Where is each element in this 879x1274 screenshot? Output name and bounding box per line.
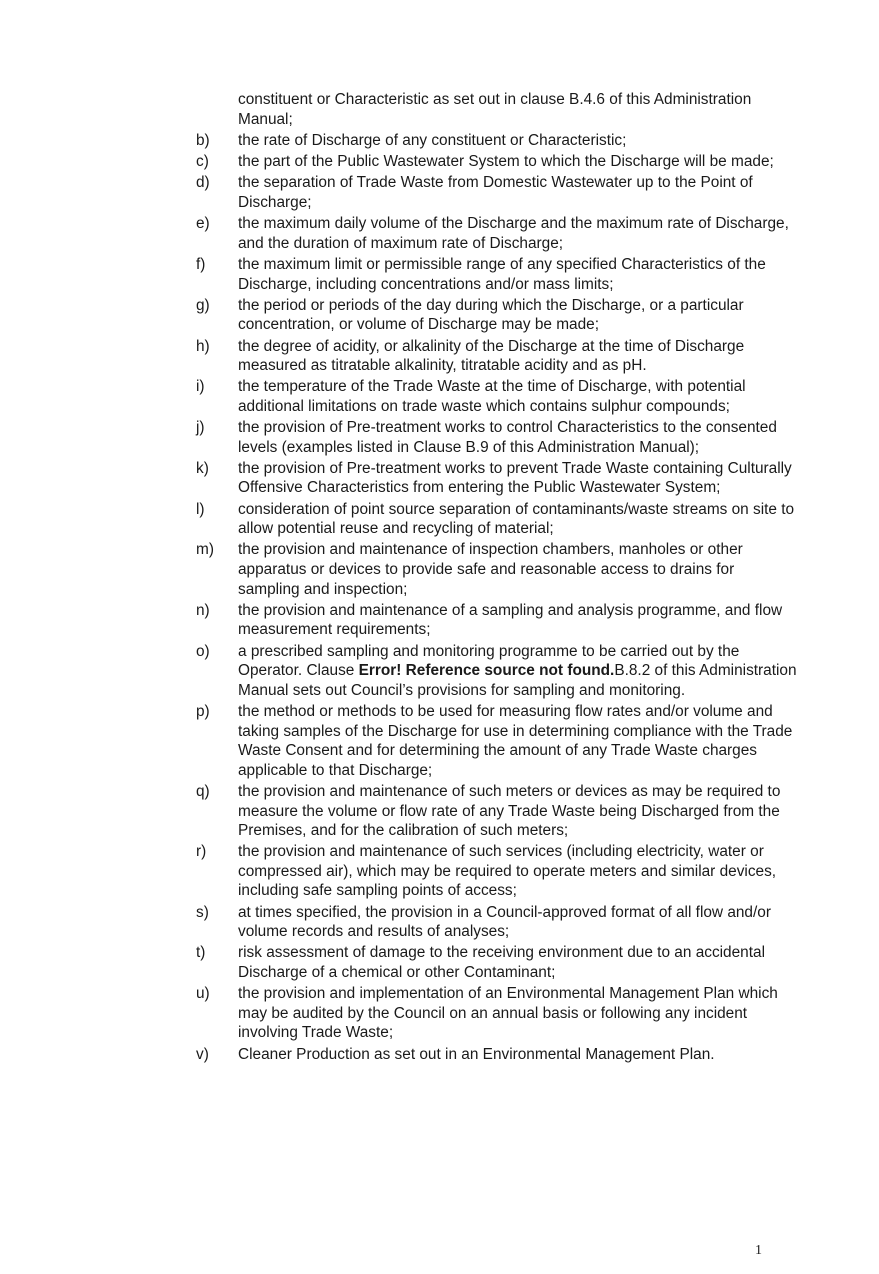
list-item-text: the part of the Public Wastewater System to which the Discharge will be made; (238, 153, 774, 171)
list-item-f (190, 255, 800, 294)
list-item-text: the rate of Discharge of any constituent or Characteristic; (238, 132, 627, 149)
list-item-v (190, 1045, 800, 1065)
list-item-text: the maximum daily volume of the Discharge and the maximum rate of Discharge, and the duration of maximum rate of Discharge; (238, 215, 789, 252)
list-item-k (190, 459, 800, 498)
list-marker: c) (196, 153, 209, 171)
list-marker: b) (196, 132, 210, 149)
list-item-text: the provision and maintenance of a sampling and analysis programme, and flow measurement requirements; (238, 601, 783, 639)
list-item-i (190, 377, 800, 416)
list-item-text: the provision of Pre-treatment works to control Characteristics to the consented levels (examples listed in Clause B.9 of this Administration Manual); (238, 419, 777, 456)
list-item-text: risk assessment of damage to the receiving environment due to an accidental Discharge of a chemical or other Contaminant; (238, 944, 765, 982)
list-marker: i) (196, 378, 205, 396)
list-marker: j) (196, 419, 205, 437)
list-item-q (190, 782, 800, 841)
list-item-l (190, 500, 800, 539)
list-item-text: the provision of Pre-treatment works to prevent Trade Waste containing Culturally Offensive Characteristics from entering the Public Wastewater System; (238, 459, 792, 497)
continued-clause-text: constituent or Characteristic as set out in clause B.4.6 of this Administration Manual; (238, 91, 752, 128)
list-item-h (190, 337, 800, 376)
list-marker: r) (196, 843, 207, 861)
list-item-text: the method or methods to be used for measuring flow rates and/or volume and taking samples of the Discharge for use in determining compliance with the Trade Waste Consent and for determining the amount of any Trade Waste charges applicable to that Discharge; (238, 702, 793, 779)
list-item-r (190, 842, 800, 901)
list-item-text-start: a prescribed sampling and monitoring programme to be carried out by the Operator. Clause (238, 642, 740, 680)
list-marker: s) (196, 903, 209, 921)
list-item-text: at times specified, the provision in a Council-approved format of all flow and/or volume records and results of analyses; (238, 903, 771, 941)
list-item-text: the provision and maintenance of inspection chambers, manholes or other apparatus or devices to provide safe and reasonable access to drains for sampling and inspection; (238, 541, 743, 598)
list-item-o (190, 642, 800, 701)
list-marker: t) (196, 944, 206, 962)
list-item-j (190, 418, 800, 457)
list-item-c (190, 152, 800, 172)
list-item-text: the temperature of the Trade Waste at the time of Discharge, with potential additional limitations on trade waste which contains sulphur compounds; (238, 378, 746, 415)
list-marker: m) (196, 541, 214, 559)
list-marker: v) (196, 1045, 209, 1063)
list-item-b (190, 131, 800, 151)
list-marker: p) (196, 702, 210, 720)
list-item-m (190, 540, 800, 599)
list-item-n (190, 601, 800, 640)
list-marker: n) (196, 601, 210, 619)
list-item-s (190, 903, 800, 942)
list-marker: u) (196, 985, 210, 1003)
list-item-t (190, 943, 800, 982)
list-item-u (190, 984, 800, 1043)
list-marker: g) (196, 296, 210, 314)
list-marker: h) (196, 337, 210, 355)
list-item-text-end: B.8.2 of this Administration Manual sets out Council’s provisions for sampling and monitoring. (238, 662, 797, 699)
list-item-text: the maximum limit or permissible range of any specified Characteristics of the Discharge, including concentrations and/or mass limits; (238, 255, 766, 293)
list-marker: l) (196, 500, 205, 518)
list-item-text: the degree of acidity, or alkalinity of the Discharge at the time of Discharge measured as titratable alkalinity, titratable acidity and as pH. (238, 337, 745, 375)
list-marker: d) (196, 174, 210, 192)
list-item-e (190, 214, 800, 253)
list-item-text (238, 642, 800, 701)
list-item-text: the provision and maintenance of such meters or devices as may be required to measure the volume or flow rate of any Trade Waste being Discharged from the Premises, and for the calibration of such meters; (238, 782, 781, 840)
list-marker: e) (196, 215, 210, 233)
list-item-d (190, 173, 800, 212)
list-marker: o) (196, 642, 210, 660)
list-item-text: the separation of Trade Waste from Domestic Wastewater up to the Point of Discharge; (238, 174, 753, 211)
list-marker: k) (196, 459, 209, 477)
list-item-text: consideration of point source separation of contaminants/waste streams on site to allow potential reuse and recycling of material; (238, 500, 795, 538)
list-item-text: Cleaner Production as set out in an Environmental Management Plan. (238, 1045, 715, 1063)
list-item-text: the period or periods of the day during which the Discharge, or a particular concentration, or volume of Discharge may be made; (238, 296, 744, 334)
list-item-p (190, 702, 800, 780)
list-item-g (190, 296, 800, 335)
list-marker: q) (196, 782, 210, 800)
conditions-list (190, 131, 800, 1066)
reference-error-text: Error! Reference source not found. (358, 662, 615, 680)
list-marker: f) (196, 255, 206, 273)
page-number: 1 (755, 1243, 762, 1258)
list-item-text: the provision and maintenance of such services (including electricity, water or compressed air), which may be required to operate meters and similar devices, including safe sampling points of access; (238, 843, 777, 900)
list-item-text: the provision and implementation of an Environmental Management Plan which may be audited by the Council on an annual basis or following any incident involving Trade Waste; (238, 985, 778, 1042)
